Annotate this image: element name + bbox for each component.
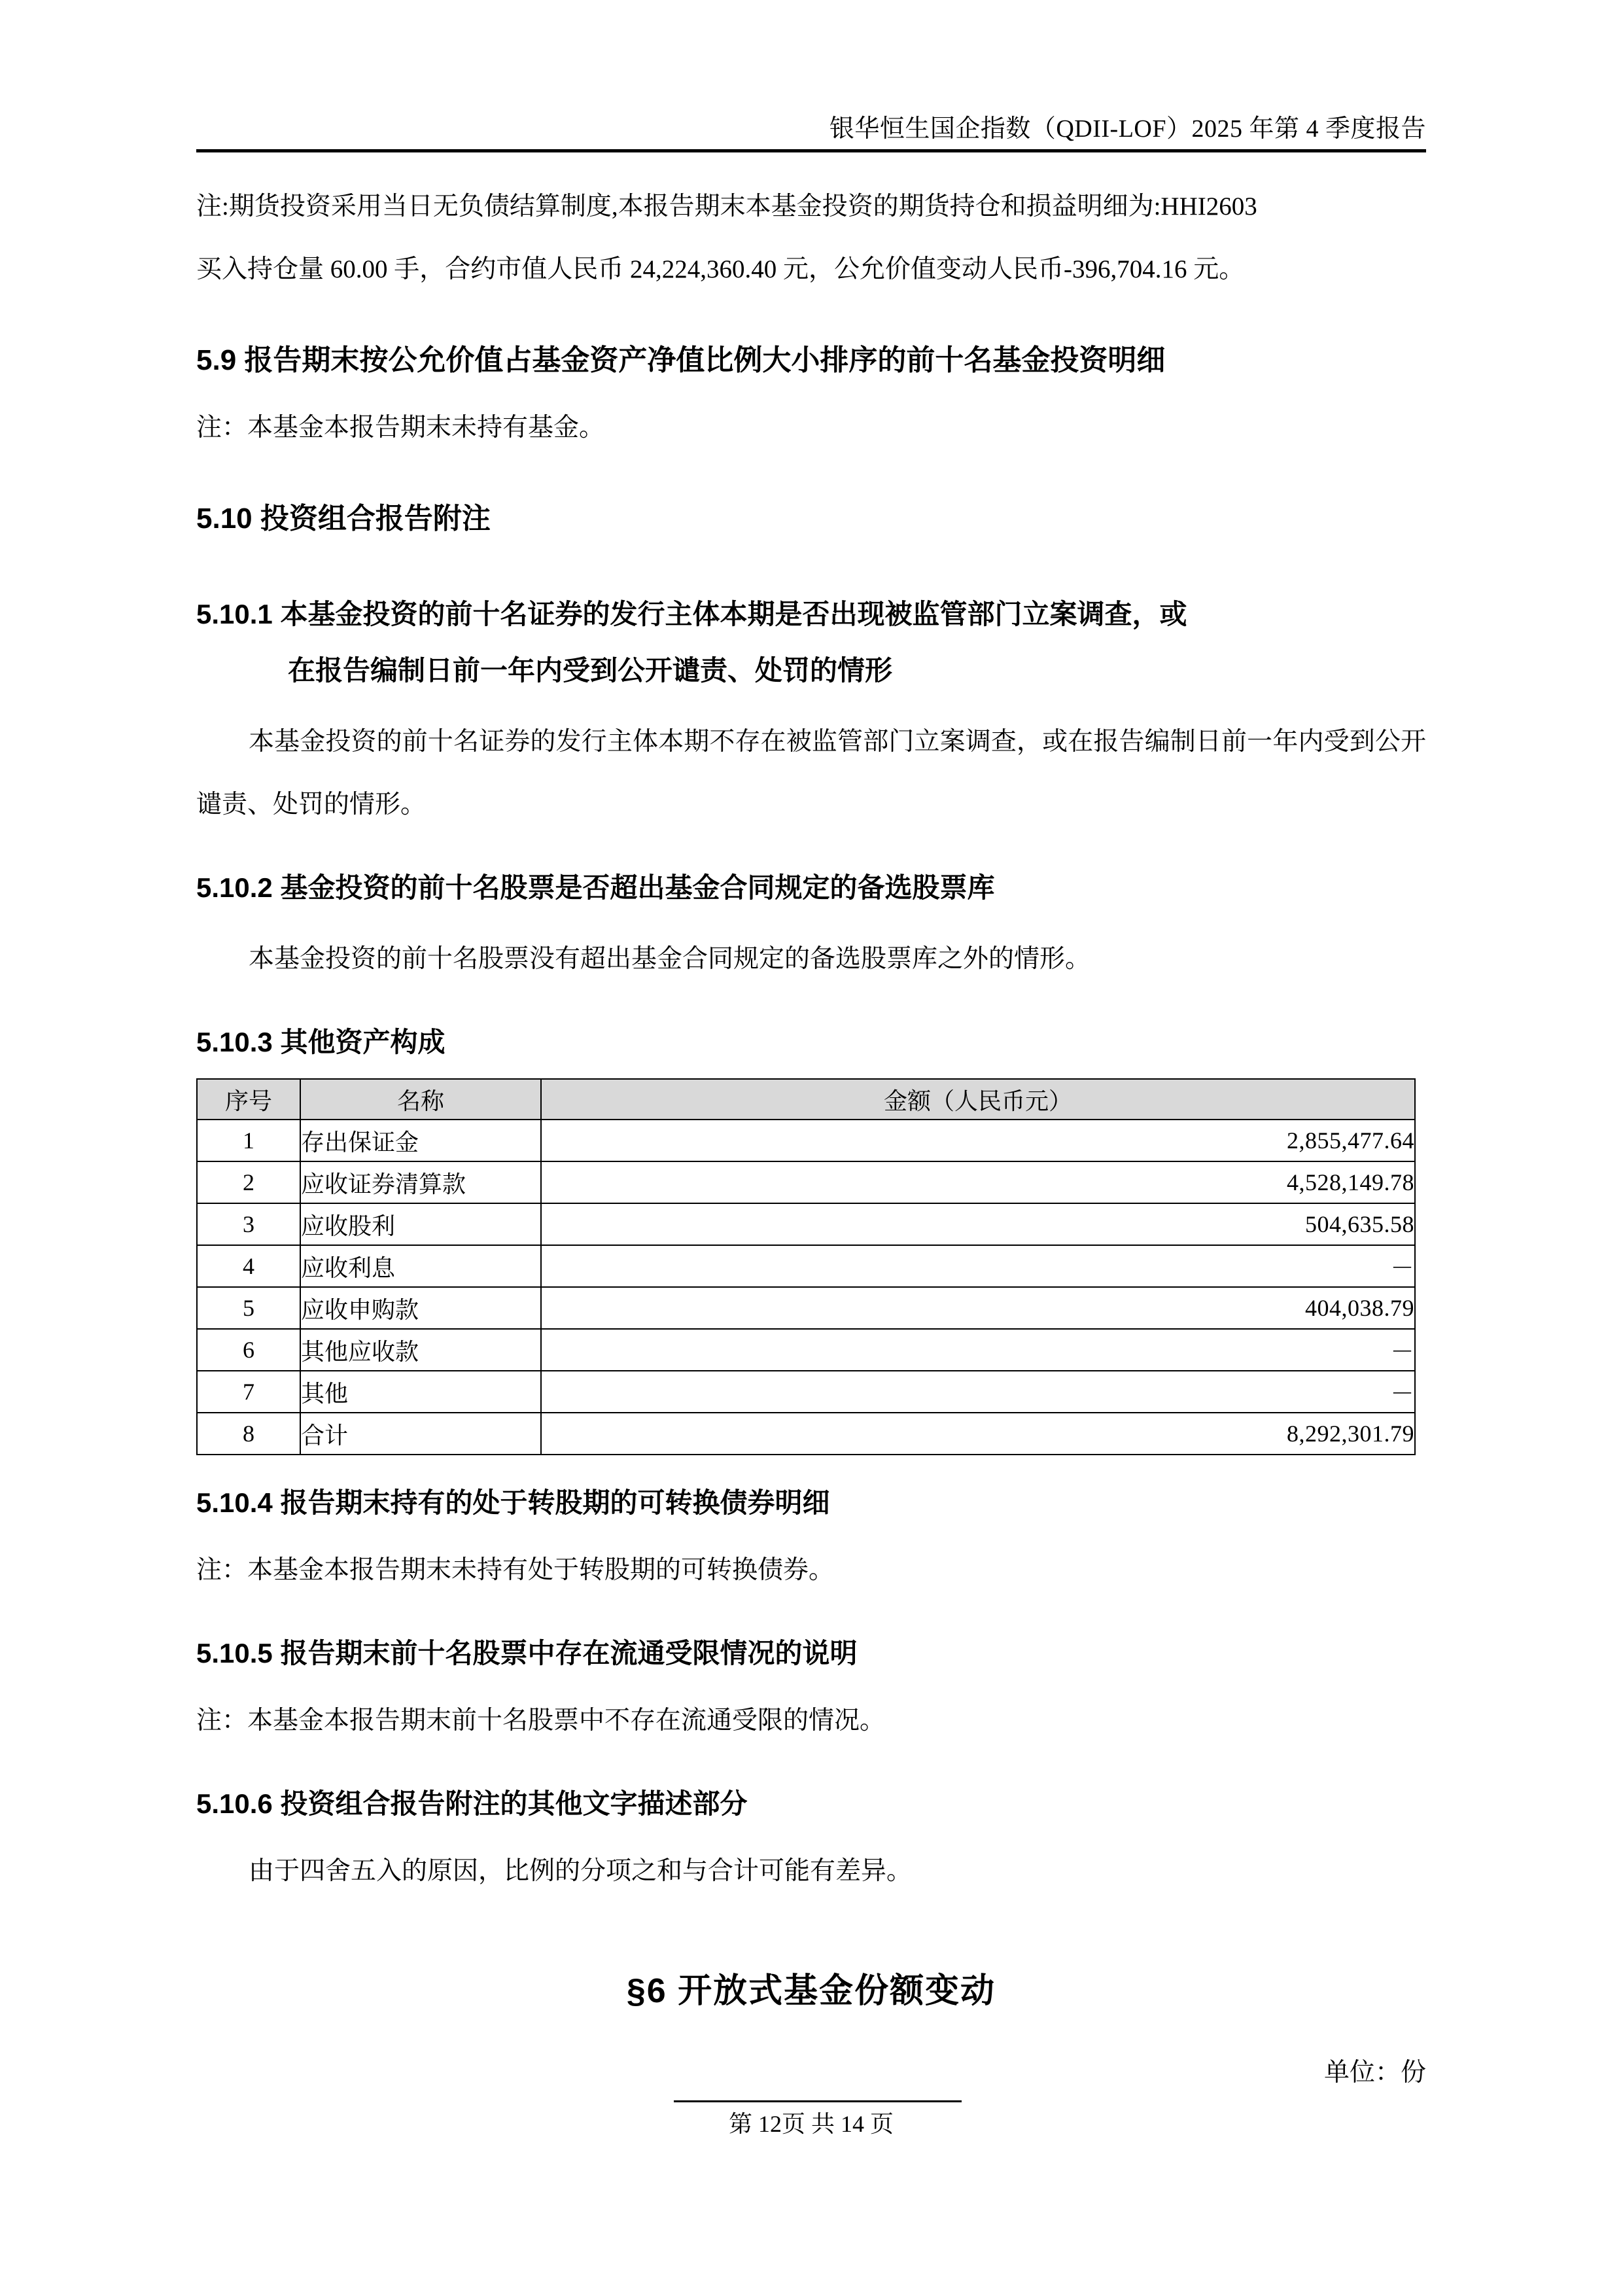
- cell-no: 4: [197, 1245, 300, 1287]
- cell-amount: －: [541, 1329, 1415, 1371]
- column-header-amount: 金额（人民币元）: [541, 1079, 1415, 1120]
- table-row: [197, 1120, 1415, 1161]
- table-row: [197, 1245, 1415, 1287]
- cell-no: 7: [197, 1371, 300, 1413]
- footer-divider-rule: [674, 2100, 962, 2102]
- body-5-10-6: 由于四舍五入的原因，比例的分项之和与合计可能有差异。: [249, 1857, 913, 1885]
- note-5-10-5: 注：本基金本报告期末前十名股票中不存在流通受限的情况。: [196, 1706, 886, 1735]
- heading-5-9: 5.9 报告期末按公允价值占基金资产净值比例大小排序的前十名基金投资明细: [196, 344, 1166, 376]
- cell-name: 存出保证金: [300, 1120, 541, 1161]
- table-row-total: [197, 1413, 1415, 1455]
- cell-no: 3: [197, 1203, 300, 1245]
- cell-name: 其他: [300, 1371, 541, 1413]
- cell-no: 8: [197, 1413, 300, 1455]
- body-5-10-1: 本基金投资的前十名证券的发行主体本期不存在被监管部门立案调查，或在报告编制日前一年内受到公开谴责、处罚的情形。: [196, 728, 1426, 819]
- column-header-no: 序号: [197, 1079, 300, 1120]
- cell-no: 1: [197, 1120, 300, 1161]
- table-row: [197, 1329, 1415, 1371]
- cell-no: 5: [197, 1287, 300, 1329]
- cell-name: 合计: [300, 1413, 541, 1455]
- header-divider-rule: [196, 149, 1426, 152]
- cell-no: 2: [197, 1161, 300, 1203]
- document-body: [196, 175, 1426, 2089]
- cell-amount: －: [541, 1371, 1415, 1413]
- body-5-10-2: 本基金投资的前十名股票没有超出基金合同规定的备选股票库之外的情形。: [249, 945, 1091, 973]
- unit-label: 单位：份: [1323, 2058, 1426, 2087]
- note-5-9: 注：本基金本报告期末未持有基金。: [196, 414, 605, 442]
- cell-name: 其他应收款: [300, 1329, 541, 1371]
- page-footer: 第 12页 共 14 页: [728, 2111, 894, 2137]
- heading-5-10: 5.10 投资组合报告附注: [196, 503, 491, 535]
- futures-note-line-1: 注:期货投资采用当日无负债结算制度,本报告期末本基金投资的期货持仓和损益明细为:HHI2603: [196, 192, 1257, 221]
- note-5-10-4: 注：本基金本报告期末未持有处于转股期的可转换债券。: [196, 1556, 835, 1584]
- section-6-title: §6 开放式基金份额变动: [626, 1972, 996, 2010]
- table-header-row: [197, 1079, 1415, 1120]
- cell-amount: 4,528,149.78: [541, 1161, 1415, 1203]
- table-row: [197, 1161, 1415, 1203]
- heading-5-10-1-line-1: 5.10.1 本基金投资的前十名证券的发行主体本期是否出现被监管部门立案调查，或: [196, 599, 1187, 629]
- heading-5-10-5: 5.10.5 报告期末前十名股票中存在流通受限情况的说明: [196, 1638, 858, 1669]
- running-header: 银华恒生国企指数（QDII-LOF）2025 年第 4 季度报告: [829, 115, 1426, 143]
- cell-no: 6: [197, 1329, 300, 1371]
- heading-5-10-1-line-2: 在报告编制日前一年内受到公开谴责、处罚的情形: [288, 655, 893, 686]
- cell-amount: 8,292,301.79: [541, 1413, 1415, 1455]
- cell-name: 应收申购款: [300, 1287, 541, 1329]
- cell-amount: －: [541, 1245, 1415, 1287]
- table-body: [197, 1120, 1415, 1455]
- cell-amount: 404,038.79: [541, 1287, 1415, 1329]
- heading-5-10-6: 5.10.6 投资组合报告附注的其他文字描述部分: [196, 1788, 748, 1819]
- column-header-name: 名称: [300, 1079, 541, 1120]
- cell-amount: 504,635.58: [541, 1203, 1415, 1245]
- other-assets-table: [196, 1078, 1416, 1455]
- heading-5-10-4: 5.10.4 报告期末持有的处于转股期的可转换债券明细: [196, 1487, 830, 1518]
- cell-name: 应收证券清算款: [300, 1161, 541, 1203]
- table-row: [197, 1371, 1415, 1413]
- table-row: [197, 1287, 1415, 1329]
- cell-name: 应收股利: [300, 1203, 541, 1245]
- cell-name: 应收利息: [300, 1245, 541, 1287]
- heading-5-10-3: 5.10.3 其他资产构成: [196, 1027, 445, 1057]
- heading-5-10-2: 5.10.2 基金投资的前十名股票是否超出基金合同规定的备选股票库: [196, 872, 995, 903]
- cell-amount: 2,855,477.64: [541, 1120, 1415, 1161]
- futures-note-line-2: 买入持仓量 60.00 手，合约市值人民币 24,224,360.40 元，公允价值变动人民币-396,704.16 元。: [196, 255, 1245, 283]
- table-row: [197, 1203, 1415, 1245]
